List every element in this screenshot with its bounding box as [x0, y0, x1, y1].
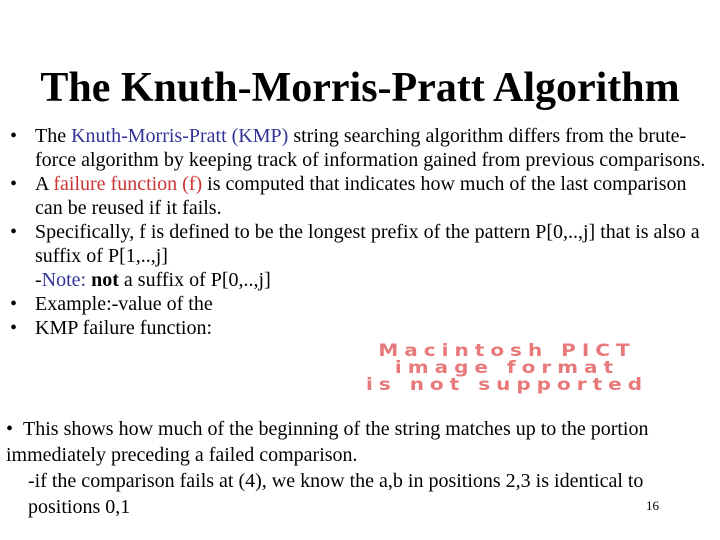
- explanation-detail: -if the comparison fails at (4), we know the a,b in positions 2,3 is identical to positions 0,1: [28, 470, 644, 518]
- bullet-text: is computed that indicates how much of the last comparison can be reused if it fails.: [35, 173, 687, 219]
- bullet-marker: •: [6, 418, 14, 440]
- unsupported-image-placeholder: [298, 339, 716, 395]
- explanation-block: [6, 416, 716, 520]
- failure-function-term: failure function (f): [53, 173, 203, 195]
- page-number: 16: [646, 498, 659, 513]
- slide-title: The Knuth-Morris-Pratt Algorithm: [40, 65, 680, 111]
- bullet-text: KMP failure function:: [35, 317, 213, 339]
- note-dash: -: [35, 269, 42, 291]
- bullet-failure-function: [10, 172, 715, 220]
- bullet-text: string searching algorithm differs from the brute-force algorithm by keeping track of information gained from previous comparisons.: [35, 125, 706, 171]
- bullet-text: The: [35, 125, 72, 147]
- kmp-term: Knuth-Morris-Pratt (KMP): [71, 125, 289, 147]
- bullet-marker: •: [10, 293, 18, 315]
- bullet-text: Specifically, f is defined to be the longest prefix of the pattern P[0,..,j] that is also a suffix of P[1,..,j]: [35, 221, 700, 267]
- placeholder-line: image format: [394, 356, 620, 378]
- placeholder-line: is not supported: [365, 373, 649, 395]
- bullet-example: [10, 292, 715, 316]
- placeholder-line: Macintosh PICT: [378, 339, 636, 361]
- explanation-line: [6, 416, 716, 468]
- bullet-marker: •: [10, 317, 18, 339]
- note-text: a suffix of P[0,..,j]: [118, 269, 271, 291]
- explanation-text: This shows how much of the beginning of the string matches up to the portion immediately preceding a failed comparison.: [6, 418, 649, 466]
- bullet-definition: [10, 220, 715, 268]
- bullet-marker: •: [10, 173, 18, 195]
- bullet-marker: •: [10, 221, 18, 243]
- bullet-marker: •: [10, 125, 18, 147]
- bullet-kmp-failure: [10, 316, 715, 340]
- bullet-text: Example:-value of the: [35, 293, 213, 315]
- note-label: Note:: [41, 269, 87, 291]
- bullet-list: [10, 124, 715, 340]
- note-line: [10, 268, 715, 292]
- bullet-text: A: [35, 173, 54, 195]
- bullet-kmp-intro: [10, 124, 715, 172]
- note-bold: not: [86, 269, 119, 291]
